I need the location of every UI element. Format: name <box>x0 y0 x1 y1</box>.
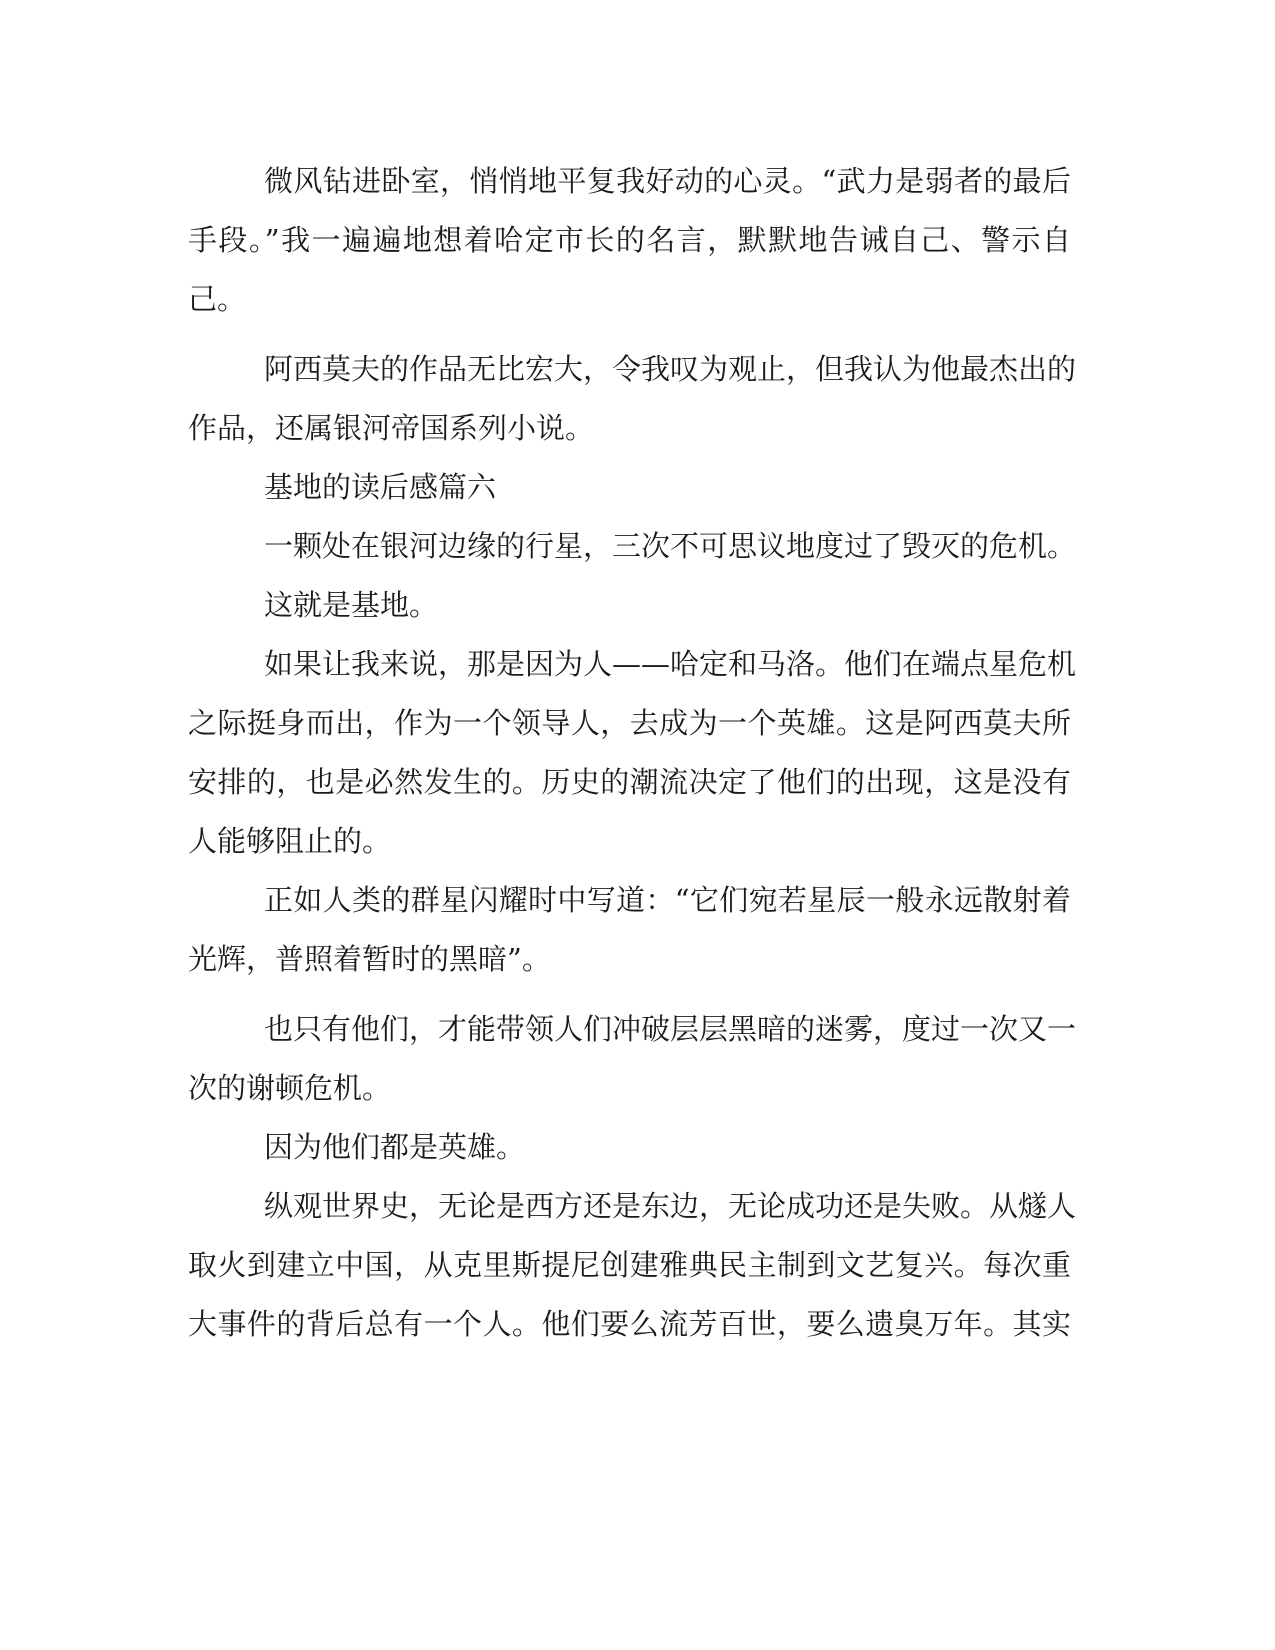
text-line: 一颗处在银河边缘的行星，三次不可思议地度过了毁灭的危机。 <box>264 529 1077 563</box>
text-line: 光辉，普照着暂时的黑暗”。 <box>188 942 551 976</box>
text-line: 作品，还属银河帝国系列小说。 <box>188 411 595 445</box>
text-line: 这就是基地。 <box>264 588 439 622</box>
text-line: 取火到建立中国，从克里斯提尼创建雅典民主制到文艺复兴。每次重 <box>188 1248 1071 1282</box>
text-line: 安排的，也是必然发生的。历史的潮流决定了他们的出现，这是没有 <box>188 765 1071 799</box>
text-line: 纵观世界史，无论是西方还是东边，无论成功还是失败。从燧人 <box>264 1189 1077 1223</box>
text-line: 人能够阻止的。 <box>188 824 392 858</box>
text-line: 因为他们都是英雄。 <box>264 1130 526 1164</box>
text-line: 手段。”我一遍遍地想着哈定市长的名言，默默地告诫自己、警示自 <box>188 223 1071 257</box>
text-line: 微风钻进卧室，悄悄地平复我好动的心灵。“武力是弱者的最后 <box>264 164 1071 198</box>
text-line: 大事件的背后总有一个人。他们要么流芳百世，要么遗臭万年。其实 <box>188 1307 1071 1341</box>
text-line: 之际挺身而出，作为一个领导人，去成为一个英雄。这是阿西莫夫所 <box>188 706 1071 740</box>
text-line: 如果让我来说，那是因为人——哈定和马洛。他们在端点星危机 <box>264 647 1077 681</box>
section-heading: 基地的读后感篇六 <box>264 470 497 504</box>
text-line: 次的谢顿危机。 <box>188 1071 392 1105</box>
text-line: 阿西莫夫的作品无比宏大，令我叹为观止，但我认为他最杰出的 <box>264 352 1077 386</box>
text-line: 也只有他们，才能带领人们冲破层层黑暗的迷雾，度过一次又一 <box>264 1012 1077 1046</box>
text-line: 己。 <box>188 282 247 316</box>
text-line: 正如人类的群星闪耀时中写道：“它们宛若星辰一般永远散射着 <box>264 883 1071 917</box>
